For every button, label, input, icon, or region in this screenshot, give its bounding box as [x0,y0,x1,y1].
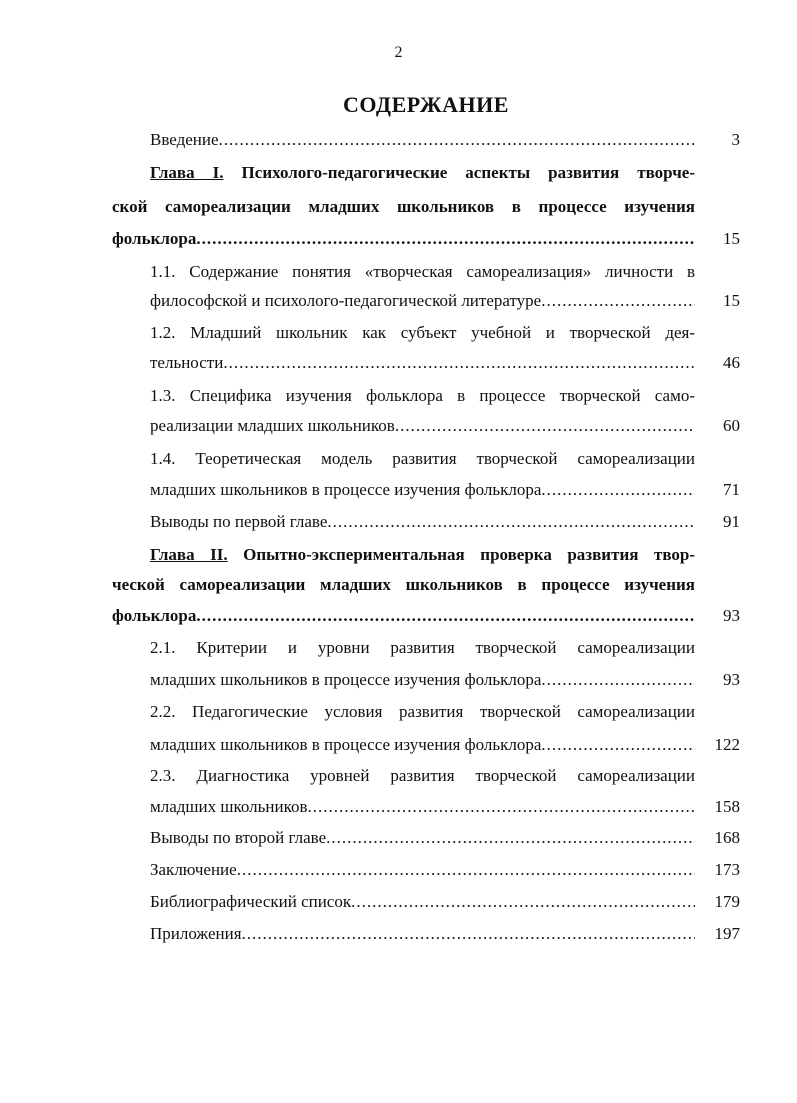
toc-section-2-3-line2 [150,797,695,823]
toc-entry-intro[interactable] [150,130,695,156]
section-2-3-title-part1: 2.3. Диагностика уровней развития творческой самореализации [150,766,695,785]
toc-entry-conclusions-2[interactable] [150,828,695,854]
chapter-1-title-part3: фольклора [112,229,197,248]
toc-page-ref: 173 [714,860,740,879]
toc-entry-appendices[interactable] [150,924,695,950]
section-2-1-title-part1: 2.1. Критерии и уровни развития творческой самореализации [150,638,695,657]
toc-chapter-1-line3 [112,229,695,255]
toc-section-1-1-line1[interactable] [150,262,695,288]
section-1-3-title-part2: реализации младших школьников [150,416,395,435]
toc-section-1-1-line2 [150,291,695,317]
dot-leader [541,735,695,755]
toc-page-ref: 122 [714,735,740,754]
chapter-2-number: Глава II. [150,545,228,564]
section-1-1-title-part1: 1.1. Содержание понятия «творческая самореализация» личности в [150,262,695,281]
dot-leader [196,606,695,626]
toc-page-ref: 179 [714,892,740,911]
dot-leader [242,924,695,944]
toc-page-ref: 197 [714,924,740,943]
dot-leader [541,670,695,690]
toc-page-ref: 93 [723,606,740,625]
section-1-2-title-part2: тельности [150,353,224,372]
dot-leader [395,416,695,436]
toc-entry-text: Заключение [150,860,237,879]
chapter-1-title-part2: ской самореализации младших школьников в процессе изучения [112,197,695,216]
section-1-2-title-part1: 1.2. Младший школьник как субъект учебной и творческой дея- [150,323,695,342]
dot-leader [327,512,695,532]
dot-leader [237,860,695,880]
toc-entry-conclusion[interactable] [150,860,695,886]
chapter-2-title-part2: ческой самореализации младших школьников в процессе изучения [112,575,695,594]
section-2-1-title-part2: младших школьников в процессе изучения фольклора [150,670,542,689]
chapter-1-number: Глава I. [150,163,224,182]
toc-page-ref: 3 [731,130,740,149]
toc-entry-text: Приложения [150,924,242,943]
section-2-2-title-part1: 2.2. Педагогические условия развития творческой самореализации [150,702,695,721]
toc-section-1-4-line1[interactable] [150,449,695,475]
toc-section-1-3-line1[interactable] [150,386,695,412]
toc-entry-text: Библиографический список [150,892,352,911]
toc-page-ref: 93 [723,670,740,689]
toc-chapter-1-line1[interactable] [150,163,695,189]
dot-leader [308,797,696,817]
toc-chapter-2-line3 [112,606,695,632]
toc-page-ref: 15 [723,291,740,310]
toc-section-1-2-line1[interactable] [150,323,695,349]
toc-entry-text: Введение [150,130,219,149]
toc-entry-bibliography[interactable] [150,892,695,918]
dot-leader [541,480,695,500]
toc-page-ref: 158 [714,797,740,816]
dot-leader [196,229,695,249]
section-1-4-title-part1: 1.4. Теоретическая модель развития творческой самореализации [150,449,695,468]
page-number: 2 [394,44,403,61]
toc-section-1-2-line2 [150,353,695,379]
toc-page-ref: 168 [714,828,740,847]
page-title: СОДЕРЖАНИЕ [343,92,509,117]
dot-leader [326,828,695,848]
dot-leader [219,130,695,150]
section-2-3-title-part2: младших школьников [150,797,308,816]
toc-entry-text: Выводы по первой главе [150,512,328,531]
toc-section-1-4-line2 [150,480,695,506]
toc-page-ref: 71 [723,480,740,499]
toc-chapter-2-line1[interactable] [150,545,695,571]
dot-leader [351,892,695,912]
toc-entry-conclusions-1[interactable] [150,512,695,538]
toc-chapter-2-line2 [112,575,695,601]
section-1-1-title-part2: философской и психолого-педагогической литературе [150,291,542,310]
toc-section-1-3-line2 [150,416,695,442]
toc-entry-text: Выводы по второй главе [150,828,327,847]
toc-section-2-3-line1[interactable] [150,766,695,792]
toc-chapter-1-line2 [112,197,695,223]
toc-page-ref: 15 [723,229,740,248]
toc-section-2-2-line1[interactable] [150,702,695,728]
section-2-2-title-part2: младших школьников в процессе изучения фольклора [150,735,542,754]
chapter-1-title-part1: Психолого-педагогические аспекты развития творче- [241,163,695,182]
dot-leader [541,291,695,311]
toc-section-2-2-line2 [150,735,695,761]
chapter-2-title-part1: Опытно-экспериментальная проверка развития твор- [243,545,695,564]
toc-page-ref: 60 [723,416,740,435]
section-1-3-title-part1: 1.3. Специфика изучения фольклора в процессе творческой само- [150,386,695,405]
dot-leader [223,353,695,373]
toc-page-ref: 46 [723,353,740,372]
toc-section-2-1-line2 [150,670,695,696]
chapter-2-title-part3: фольклора [112,606,197,625]
toc-page-ref: 91 [723,512,740,531]
section-1-4-title-part2: младших школьников в процессе изучения фольклора [150,480,542,499]
toc-section-2-1-line1[interactable] [150,638,695,664]
